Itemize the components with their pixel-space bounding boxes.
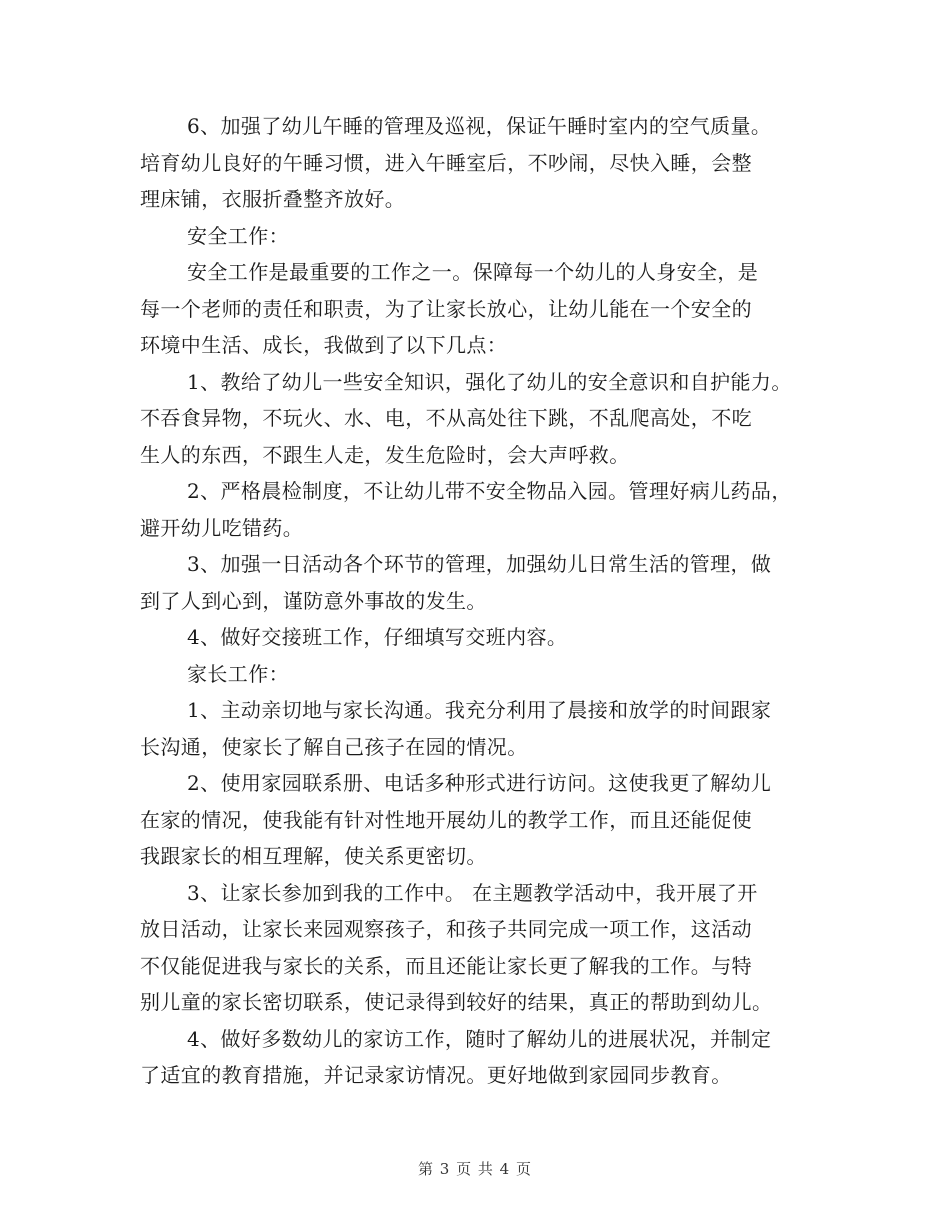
text-line: 安全工作是最重要的工作之一。保障每一个幼儿的人身安全，是 [187,260,759,284]
text-line: 1、主动亲切地与家长沟通。我充分利用了晨接和放学的时间跟家 [187,698,772,722]
text-line: 放日活动，让家长来园观察孩子，和孩子共同完成一项工作，这活动 [140,917,752,941]
text-line: 4、做好多数幼儿的家访工作，随时了解幼儿的进展状况，并制定 [187,1026,772,1051]
text-line: 2、使用家园联系册、电话多种形式进行访问。这使我更了解幼儿 [187,771,772,795]
text-line: 6、加强了幼儿午睡的管理及巡视，保证午睡时室内的空气质量。 [187,114,772,138]
text-line: 理床铺，衣服折叠整齐放好。 [140,187,406,211]
text-line: 长沟通，使家长了解自己孩子在园的情况。 [140,734,528,759]
text-line: 在家的情况，使我能有针对性地开展幼儿的教学工作，而且还能促使 [140,807,752,832]
text-line: 每一个老师的责任和职责，为了让家长放心，让幼儿能在一个安全的 [140,296,752,321]
page-footer: 第 3 页 共 4 页 [418,1160,532,1178]
text-line: 3、加强一日活动各个环节的管理，加强幼儿日常生活的管理，做 [187,552,772,576]
text-line: 别儿童的家长密切联系，使记录得到较好的结果，真正的帮助到幼儿。 [140,990,773,1014]
text-line: 到了人到心到，谨防意外事故的发生。 [140,588,487,613]
text-line: 了适宜的教育措施，并记录家访情况。更好地做到家园同步教育。 [140,1063,732,1087]
document-body [140,108,840,1094]
text-line: 不仅能促进我与家长的关系，而且还能让家长更了解我的工作。与特 [140,953,752,978]
text-line: 我跟家长的相互理解，使关系更密切。 [140,844,487,868]
text-line: 不吞食异物，不玩火、水、电，不从高处往下跳，不乱爬高处，不吃 [140,406,752,430]
text-line: 环境中生活、成长，我做到了以下几点： [140,333,508,357]
text-line: 避开幼儿吃错药。 [140,515,304,540]
text-line: 4、做好交接班工作，仔细填写交班内容。 [187,625,568,649]
text-line: 家长工作： [187,661,289,686]
text-line: 培育幼儿良好的午睡习惯，进入午睡室后，不吵闹，尽快入睡，会整 [140,150,752,175]
text-line: 生人的东西，不跟生人走，发生危险时，会大声呼救。 [140,442,630,467]
text-line: 1、教给了幼儿一些安全知识，强化了幼儿的安全意识和自护能力。 [187,369,792,394]
text-line: 2、严格晨检制度，不让幼儿带不安全物品入园。管理好病儿药品， [187,479,792,503]
text-line: 安全工作： [187,223,289,248]
text-line: 3、让家长参加到我的工作中。 在主题教学活动中，我开展了开 [187,880,758,905]
